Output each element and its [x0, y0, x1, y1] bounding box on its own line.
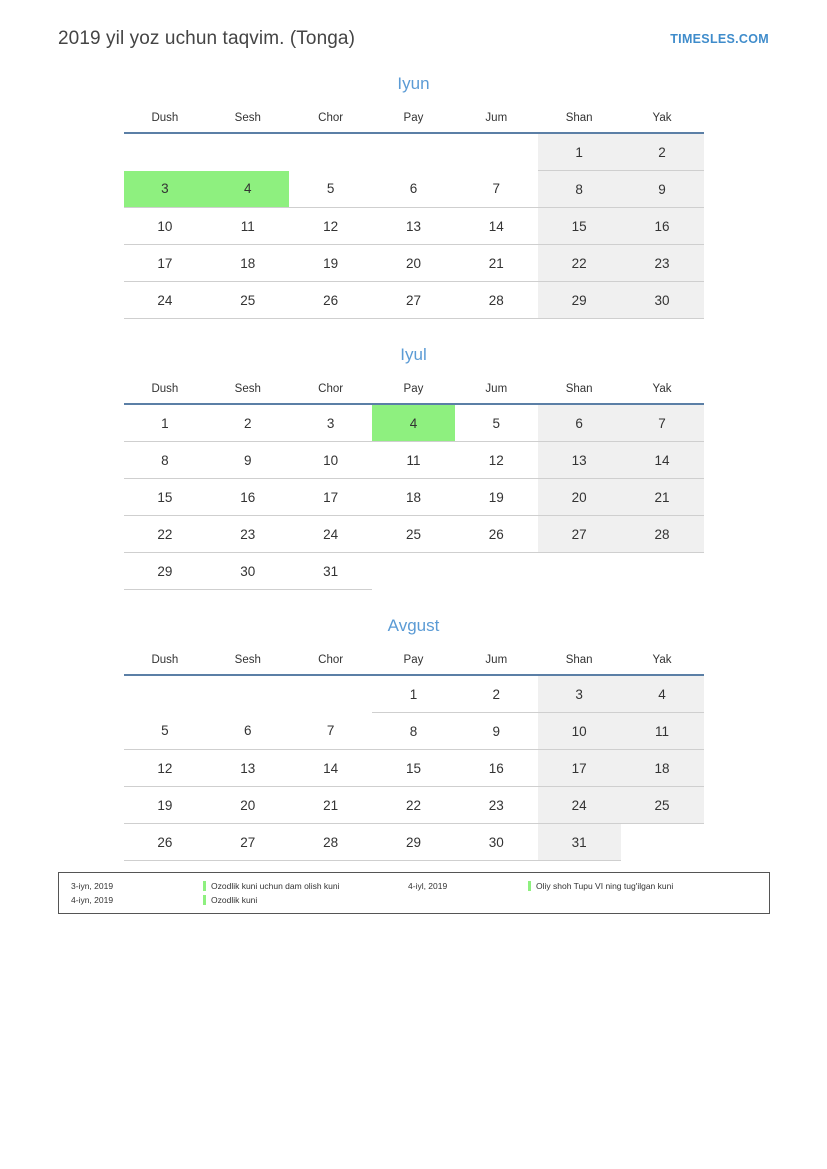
week-row [124, 479, 704, 516]
week-row [124, 750, 704, 787]
day-cell[interactable]: 11 [372, 442, 455, 479]
page-title: 2019 yil yoz uchun taqvim. (Tonga) [58, 28, 355, 49]
weekday-header: Pay [372, 108, 455, 133]
weekday-header: Jum [455, 108, 538, 133]
weekday-header-row [124, 650, 704, 675]
day-cell[interactable]: 2 [206, 404, 289, 442]
day-cell[interactable]: 4 [621, 675, 704, 713]
empty-day-cell [289, 133, 372, 171]
day-cell[interactable]: 15 [124, 479, 207, 516]
day-cell[interactable]: 25 [372, 516, 455, 553]
day-cell[interactable]: 17 [289, 479, 372, 516]
day-cell[interactable]: 9 [621, 171, 704, 208]
weekday-header: Jum [455, 650, 538, 675]
day-cell[interactable]: 18 [372, 479, 455, 516]
day-cell[interactable]: 12 [124, 750, 207, 787]
day-cell[interactable]: 23 [621, 245, 704, 282]
legend-right-labels [528, 880, 673, 906]
day-cell[interactable]: 28 [621, 516, 704, 553]
day-cell[interactable]: 14 [289, 750, 372, 787]
weekday-header: Dush [124, 379, 207, 404]
day-cell[interactable]: 22 [538, 245, 621, 282]
month-block [124, 74, 704, 319]
day-cell[interactable]: 22 [124, 516, 207, 553]
day-cell[interactable]: 20 [538, 479, 621, 516]
day-cell[interactable]: 5 [455, 404, 538, 442]
day-cell[interactable]: 21 [621, 479, 704, 516]
day-cell[interactable]: 2 [621, 133, 704, 171]
week-row [124, 133, 704, 171]
day-cell[interactable]: 7 [455, 171, 538, 208]
day-cell[interactable]: 23 [206, 516, 289, 553]
day-cell[interactable]: 9 [455, 713, 538, 750]
empty-day-cell [289, 675, 372, 713]
day-cell[interactable]: 25 [621, 787, 704, 824]
day-cell[interactable]: 1 [372, 675, 455, 713]
day-cell[interactable]: 12 [455, 442, 538, 479]
day-cell[interactable]: 5 [124, 713, 207, 750]
week-row [124, 208, 704, 245]
day-cell[interactable]: 1 [124, 404, 207, 442]
weekday-header: Pay [372, 379, 455, 404]
empty-day-cell [538, 553, 621, 590]
weekday-header: Chor [289, 108, 372, 133]
week-row [124, 713, 704, 750]
months-container [0, 74, 827, 861]
weekday-header-row [124, 379, 704, 404]
day-cell[interactable]: 19 [455, 479, 538, 516]
day-cell[interactable]: 9 [206, 442, 289, 479]
empty-day-cell [621, 553, 704, 590]
day-cell[interactable]: 27 [372, 282, 455, 319]
day-cell[interactable]: 18 [621, 750, 704, 787]
day-cell[interactable]: 6 [538, 404, 621, 442]
day-cell[interactable]: 28 [289, 824, 372, 861]
week-row [124, 282, 704, 319]
day-cell[interactable]: 5 [289, 171, 372, 208]
week-row [124, 824, 704, 861]
day-cell[interactable]: 26 [455, 516, 538, 553]
day-cell[interactable]: 13 [372, 208, 455, 245]
month-title: Avgust [387, 616, 440, 635]
weekday-header: Shan [538, 379, 621, 404]
day-cell[interactable]: 16 [455, 750, 538, 787]
day-cell[interactable]: 15 [372, 750, 455, 787]
day-cell[interactable]: 7 [289, 713, 372, 750]
day-cell[interactable]: 26 [289, 282, 372, 319]
calendar-table [124, 379, 704, 590]
weekday-header-row [124, 108, 704, 133]
holiday-swatch-icon [203, 881, 206, 891]
day-cell-holiday[interactable]: 3 [124, 171, 207, 208]
holiday-swatch-icon [528, 881, 531, 891]
day-cell[interactable]: 19 [289, 245, 372, 282]
brand-label: TIMESLES.COM [670, 32, 769, 46]
day-cell[interactable]: 25 [206, 282, 289, 319]
day-cell[interactable]: 6 [206, 713, 289, 750]
day-cell[interactable]: 17 [538, 750, 621, 787]
day-cell[interactable]: 11 [621, 713, 704, 750]
empty-day-cell [372, 133, 455, 171]
holiday-swatch-icon [203, 895, 206, 905]
empty-day-cell [455, 553, 538, 590]
day-cell[interactable]: 27 [538, 516, 621, 553]
day-cell[interactable]: 16 [206, 479, 289, 516]
day-cell[interactable]: 18 [206, 245, 289, 282]
legend [58, 872, 770, 914]
day-cell[interactable]: 31 [538, 824, 621, 861]
day-cell[interactable]: 10 [538, 713, 621, 750]
day-cell[interactable]: 24 [289, 516, 372, 553]
weekday-header: Shan [538, 650, 621, 675]
day-cell[interactable]: 30 [621, 282, 704, 319]
weekday-header: Chor [289, 379, 372, 404]
day-cell[interactable]: 8 [372, 713, 455, 750]
day-cell[interactable]: 12 [289, 208, 372, 245]
calendar-table [124, 108, 704, 319]
day-cell-holiday[interactable]: 4 [372, 404, 455, 442]
day-cell[interactable]: 30 [206, 553, 289, 590]
day-cell[interactable]: 30 [455, 824, 538, 861]
day-cell[interactable]: 26 [124, 824, 207, 861]
day-cell[interactable]: 15 [538, 208, 621, 245]
day-cell[interactable]: 13 [206, 750, 289, 787]
legend-right-dates [408, 880, 528, 906]
week-row [124, 516, 704, 553]
day-cell[interactable]: 2 [455, 675, 538, 713]
day-cell[interactable]: 1 [538, 133, 621, 171]
day-cell[interactable]: 14 [621, 442, 704, 479]
day-cell[interactable]: 7 [621, 404, 704, 442]
day-cell[interactable]: 22 [372, 787, 455, 824]
weekday-header: Pay [372, 650, 455, 675]
day-cell[interactable]: 23 [455, 787, 538, 824]
month-block [124, 345, 704, 590]
day-cell[interactable]: 24 [538, 787, 621, 824]
weekday-header: Sesh [206, 650, 289, 675]
weekday-header: Sesh [206, 108, 289, 133]
legend-item [528, 880, 673, 892]
day-cell[interactable]: 21 [455, 245, 538, 282]
day-cell[interactable]: 10 [124, 208, 207, 245]
day-cell[interactable]: 11 [206, 208, 289, 245]
day-cell[interactable]: 3 [538, 675, 621, 713]
weekday-header: Chor [289, 650, 372, 675]
week-row [124, 171, 704, 208]
empty-day-cell [372, 553, 455, 590]
weekday-header: Yak [621, 650, 704, 675]
legend-item-label: Oliy shoh Tupu VI ning tug'ilgan kuni [536, 881, 674, 891]
day-cell-holiday[interactable]: 4 [206, 171, 289, 208]
legend-item [203, 894, 408, 906]
empty-day-cell [206, 133, 289, 171]
legend-date: 4-iyl, 2019 [408, 881, 448, 891]
empty-day-cell [124, 133, 207, 171]
legend-left-labels [203, 880, 408, 906]
day-cell[interactable]: 29 [538, 282, 621, 319]
day-cell[interactable]: 8 [124, 442, 207, 479]
legend-date: 4-iyn, 2019 [71, 895, 114, 905]
week-row [124, 404, 704, 442]
legend-date: 3-iyn, 2019 [71, 881, 114, 891]
empty-day-cell [206, 675, 289, 713]
day-cell[interactable]: 28 [455, 282, 538, 319]
weekday-header: Sesh [206, 379, 289, 404]
page-header [0, 0, 827, 60]
empty-day-cell [455, 133, 538, 171]
weekday-header: Shan [538, 108, 621, 133]
legend-item-label: Ozodlik kuni [211, 895, 258, 905]
day-cell[interactable]: 20 [372, 245, 455, 282]
empty-day-cell [124, 675, 207, 713]
day-cell[interactable]: 14 [455, 208, 538, 245]
legend-left-dates [71, 880, 203, 906]
week-row [124, 442, 704, 479]
day-cell[interactable]: 13 [538, 442, 621, 479]
month-block [124, 616, 704, 861]
day-cell[interactable]: 27 [206, 824, 289, 861]
day-cell[interactable]: 8 [538, 171, 621, 208]
month-title: Iyun [397, 74, 430, 93]
day-cell[interactable]: 6 [372, 171, 455, 208]
weekday-header: Jum [455, 379, 538, 404]
day-cell[interactable]: 24 [124, 282, 207, 319]
day-cell[interactable]: 29 [372, 824, 455, 861]
day-cell[interactable]: 29 [124, 553, 207, 590]
day-cell[interactable]: 16 [621, 208, 704, 245]
day-cell[interactable]: 31 [289, 553, 372, 590]
week-row [124, 675, 704, 713]
legend-item-label: Ozodlik kuni uchun dam olish kuni [211, 881, 340, 891]
weekday-header: Dush [124, 650, 207, 675]
day-cell[interactable]: 21 [289, 787, 372, 824]
weekday-header: Yak [621, 379, 704, 404]
week-row [124, 787, 704, 824]
calendar-table [124, 650, 704, 861]
weekday-header: Yak [621, 108, 704, 133]
day-cell[interactable]: 17 [124, 245, 207, 282]
day-cell[interactable]: 19 [124, 787, 207, 824]
month-title: Iyul [400, 345, 427, 364]
empty-day-cell [621, 824, 704, 861]
day-cell[interactable]: 20 [206, 787, 289, 824]
week-row [124, 245, 704, 282]
weekday-header: Dush [124, 108, 207, 133]
day-cell[interactable]: 3 [289, 404, 372, 442]
day-cell[interactable]: 10 [289, 442, 372, 479]
legend-item [203, 880, 408, 892]
week-row [124, 553, 704, 590]
